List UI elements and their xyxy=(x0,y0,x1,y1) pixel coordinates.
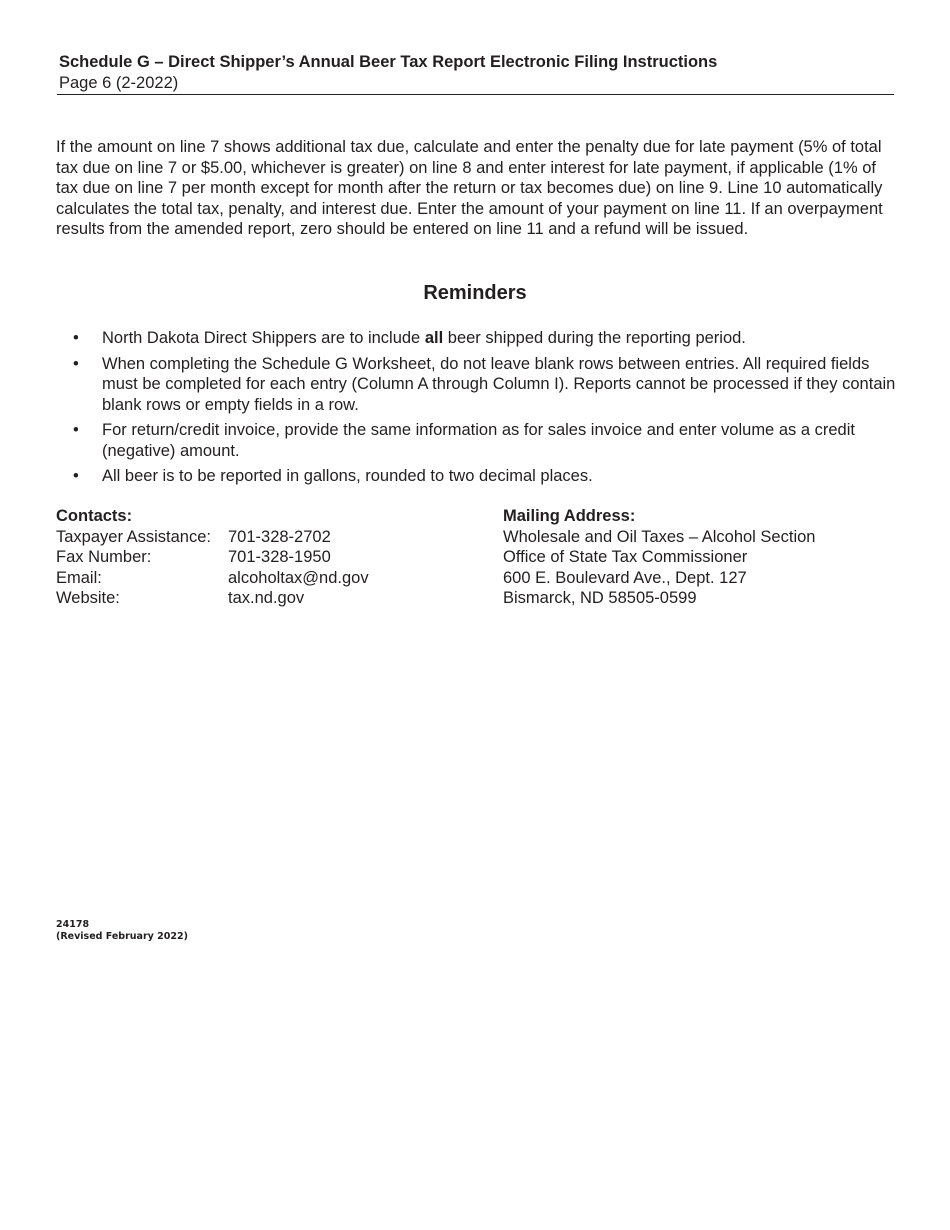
address-line: 600 E. Boulevard Ave., Dept. 127 xyxy=(503,568,747,587)
address-line: Wholesale and Oil Taxes – Alcohol Section xyxy=(503,527,816,546)
revision-date: (Revised February 2022) xyxy=(56,930,188,942)
mailing-heading: Mailing Address: xyxy=(503,507,636,525)
reminder-text-3: For return/credit invoice, provide the same information as for sales invoice and enter volume as a credit (negative) amount. xyxy=(102,421,855,460)
address-line: Bismarck, ND 58505-0599 xyxy=(503,589,697,607)
bullet-icon: • xyxy=(73,329,79,347)
contacts-heading: Contacts: xyxy=(56,507,133,525)
list-item xyxy=(56,420,896,461)
mailing-address-section xyxy=(503,506,903,609)
intro-paragraph: If the amount on line 7 shows additional tax due, calculate and enter the penalty due for late payment (5% of total tax due on line 7 or $5.00, whichever is greater) on line 8 and enter interest for late payment, if applicable (1% of tax due on line 7 per month except for month after the return or tax becomes due) on line 9. Line 10 automatically calculates the total tax, penalty, and interest due. Enter the amount of your payment on line 11. If an overpayment results from the amended report, zero should be entered on line 11 and a refund will be issued. xyxy=(56,138,883,238)
contact-row-fax xyxy=(56,547,476,568)
contacts-section xyxy=(56,506,476,609)
emphasis: all xyxy=(424,329,444,347)
page-header xyxy=(57,52,894,95)
contact-label: Email: xyxy=(56,568,102,587)
reminders-list xyxy=(56,328,896,492)
bullet-icon: • xyxy=(73,421,79,439)
document-title: Schedule G – Direct Shipper’s Annual Beer Tax Report Electronic Filing Instructions xyxy=(59,53,718,71)
phone-number: 701-328-2702 xyxy=(228,527,331,546)
contact-label: Taxpayer Assistance: xyxy=(56,527,211,546)
form-footer xyxy=(56,919,188,942)
address-line: Office of State Tax Commissioner xyxy=(503,548,748,566)
contact-label: Website: xyxy=(56,589,120,607)
bullet-icon: • xyxy=(73,354,79,373)
bullet-icon: • xyxy=(73,467,79,485)
website-url: tax.nd.gov xyxy=(228,589,305,607)
contact-label: Fax Number: xyxy=(56,548,152,566)
page-number: Page 6 (2-2022) xyxy=(59,74,179,92)
list-item xyxy=(56,354,896,416)
list-item xyxy=(56,328,896,349)
form-number: 24178 xyxy=(56,919,90,930)
reminder-text-4: All beer is to be reported in gallons, rounded to two decimal places. xyxy=(102,467,593,485)
list-item xyxy=(56,466,896,487)
contact-row-email xyxy=(56,568,476,589)
contact-row-website xyxy=(56,588,476,609)
contact-row-phone xyxy=(56,527,476,548)
reminder-text-1: North Dakota Direct Shippers are to include all beer shipped during the reporting period. xyxy=(102,329,746,347)
fax-number: 701-328-1950 xyxy=(228,548,331,566)
email-address: alcoholtax@nd.gov xyxy=(228,568,369,587)
reminders-heading: Reminders xyxy=(423,282,527,304)
reminder-text-2: When completing the Schedule G Worksheet, do not leave blank rows between entries. All required fields must be completed for each entry (Column A through Column I). Reports cannot be processed if they contain blank rows or empty fields in a row. xyxy=(102,354,896,414)
